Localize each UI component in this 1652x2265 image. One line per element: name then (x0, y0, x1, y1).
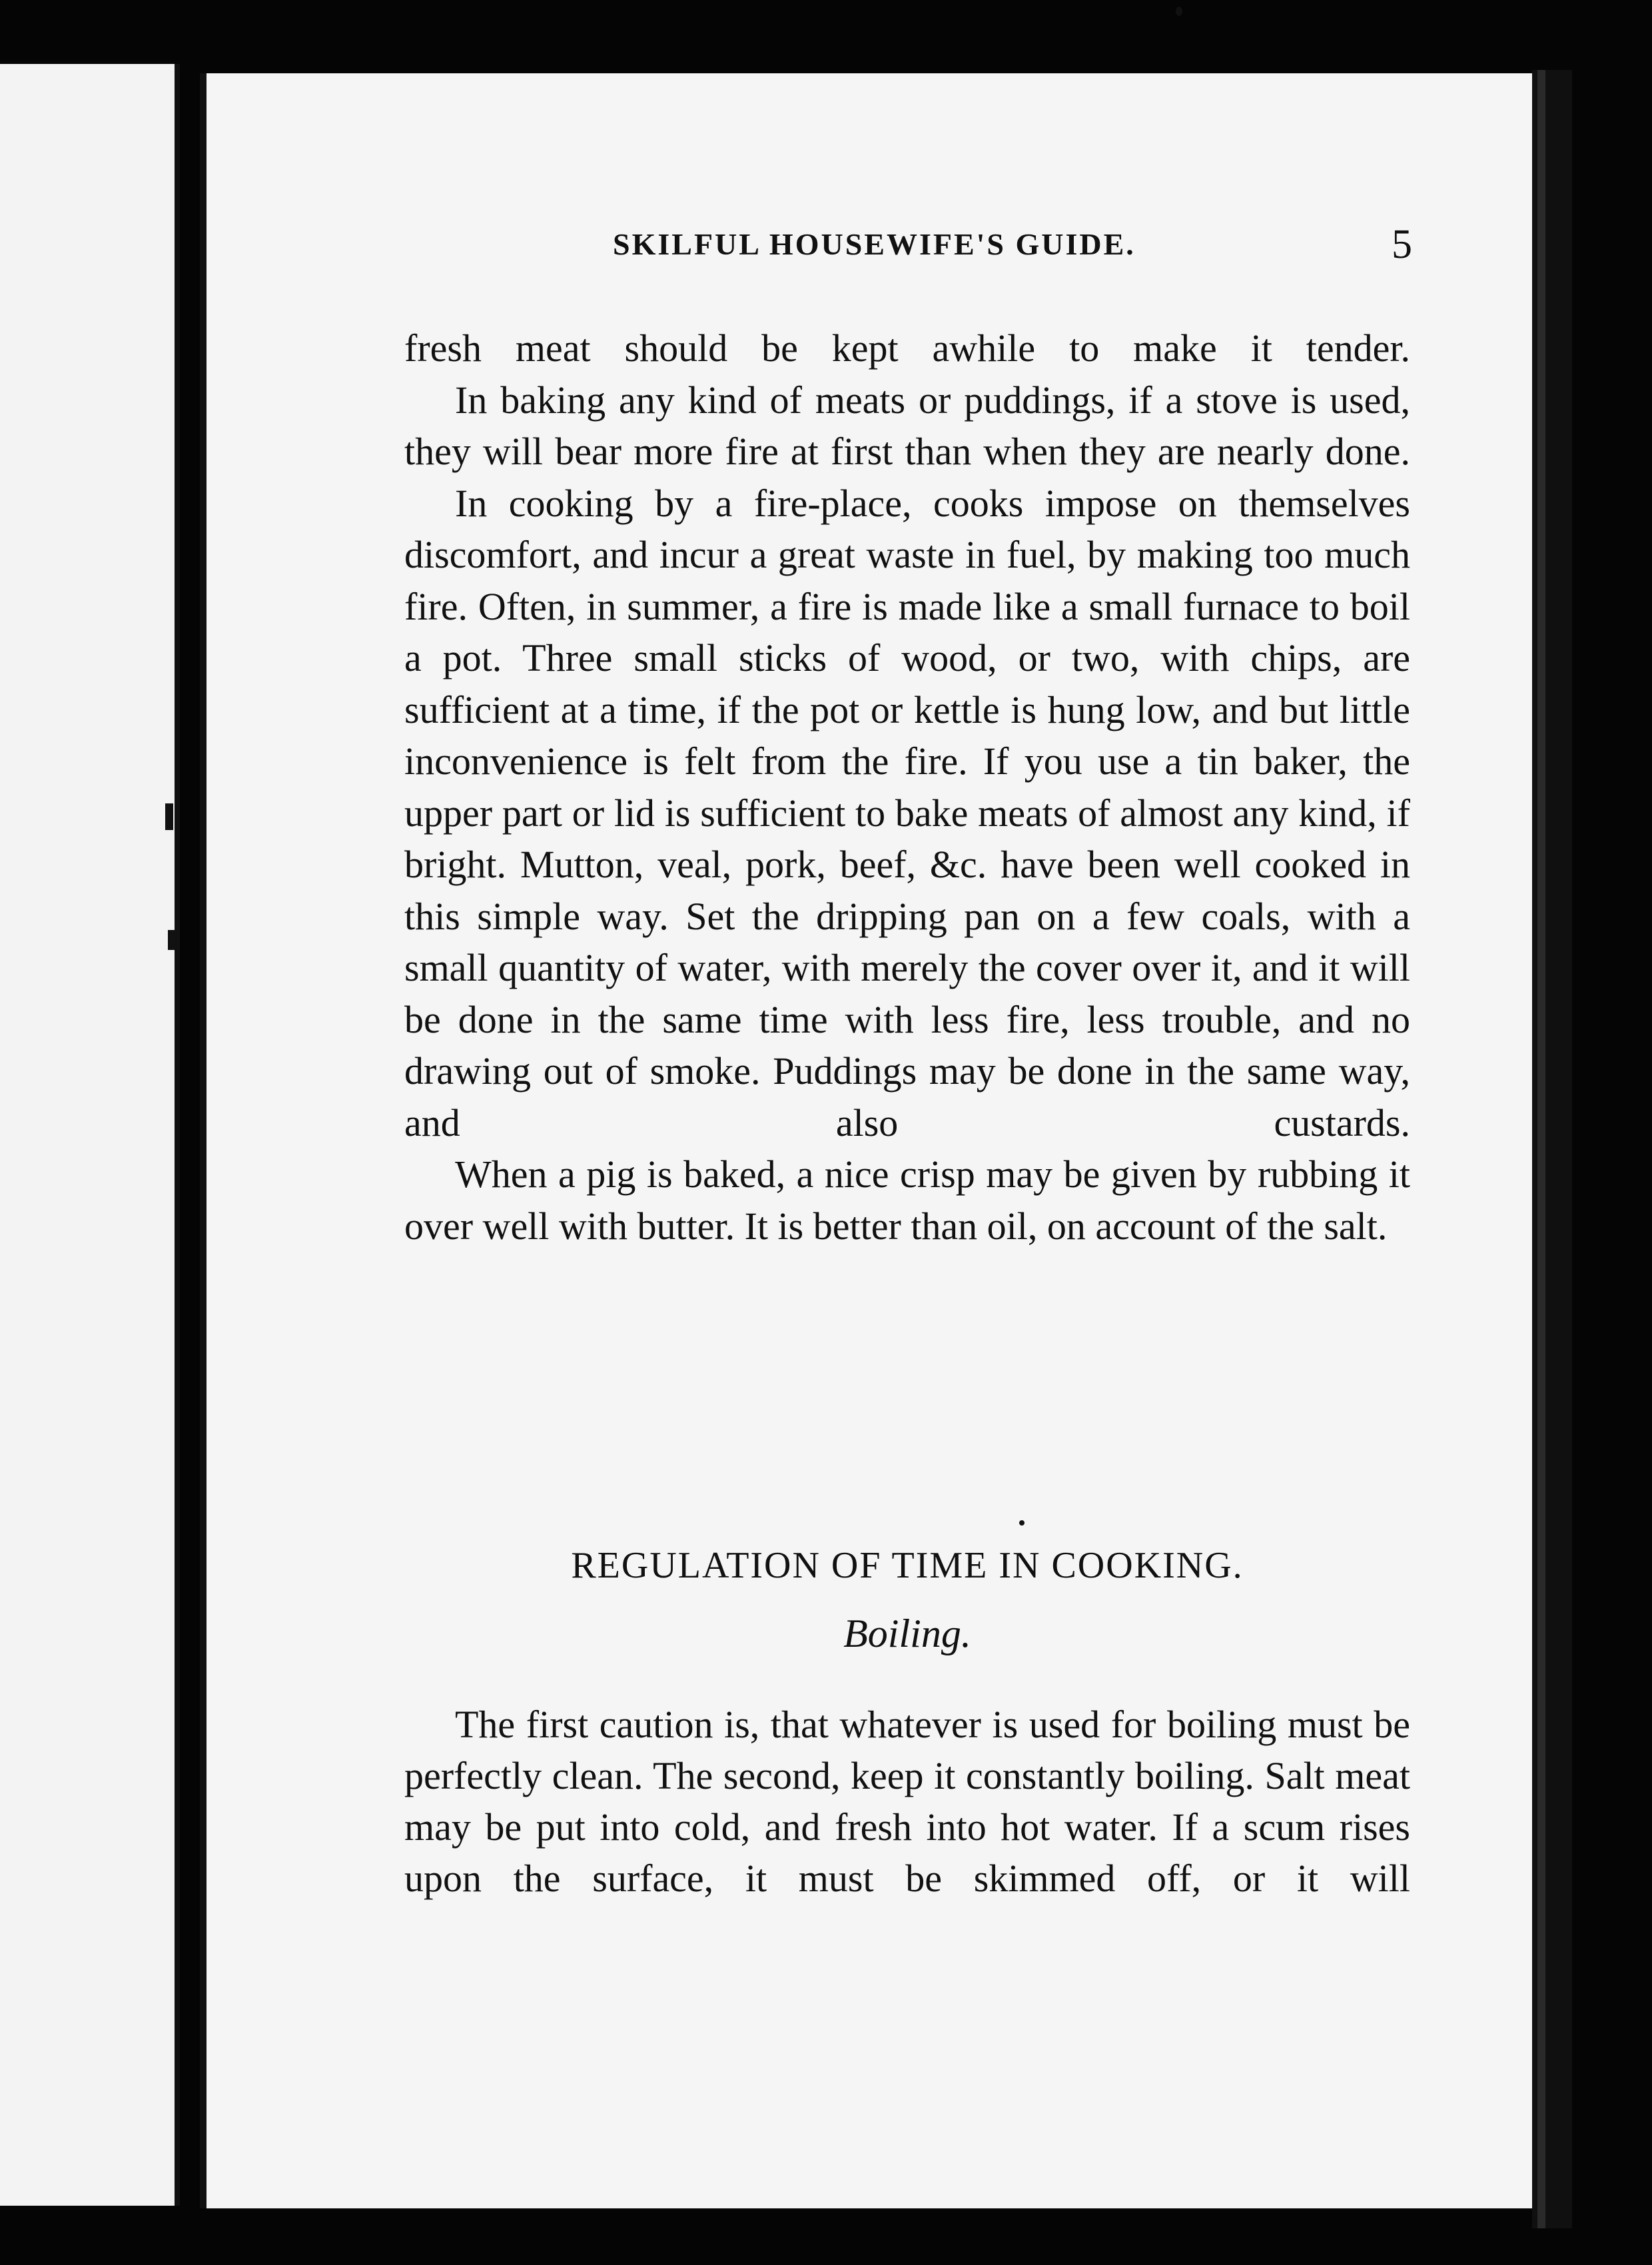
paragraph: In baking any kind of meats or puddings, if a stove is used, they will bear more fire at first than when they are nearly done. (404, 378, 1410, 473)
ink-speck (1176, 7, 1182, 16)
section-heading: REGULATION OF TIME IN COOKING. (571, 1545, 1244, 1586)
book-edge (1532, 70, 1572, 2228)
ink-speck (1019, 1520, 1025, 1526)
paragraph: The first caution is, that whatever is used for boiling must be perfectly clean. The second, keep it constantly boiling. Salt meat may be put into cold, and fresh into hot water. If a scum rises upon the surface, it must be skimmed off, or it will (404, 1703, 1410, 1900)
running-title: SKILFUL HOUSEWIFE'S GUIDE. (613, 227, 1136, 261)
binding-mark (165, 803, 173, 830)
facing-page-edge (0, 64, 180, 2206)
book-edge-strip (1537, 70, 1545, 2228)
section-subheading: Boiling. (843, 1611, 971, 1655)
binding-mark (168, 930, 175, 950)
paragraph: In cooking by a fire-place, cooks impose on themselves discomfort, and incur a great waste in fuel, by making too much fire. Often, in summer, a fire is made like a small furnace to boil a pot. Three small sticks of wood, or two, with chips, are sufficient at a time, if the pot or kettle is hung low, and but little inconvenience is felt from the fire. If you use a tin baker, the upper part or lid is sufficient to bake meats of almost any kind, if bright. Mutton, veal, pork, beef, &c. have been well cooked in this simple way. Set the dripping pan on a few coals, with a small quantity of water, with merely the cover over it, and it will be done in the same time with less fire, less trouble, and no drawing out of smoke. Puddings may be done in the same way, and also custards. (404, 481, 1410, 1144)
section-body (404, 1699, 1410, 1904)
page-number: 5 (1392, 222, 1412, 267)
paragraph: When a pig is baked, a nice crisp may be given by rubbing it over well with butter. It is better than oil, on account of the salt. (404, 1152, 1410, 1248)
running-head (400, 222, 1412, 267)
body-text (404, 322, 1410, 1252)
paragraph: fresh meat should be kept awhile to make it tender. (404, 326, 1410, 370)
